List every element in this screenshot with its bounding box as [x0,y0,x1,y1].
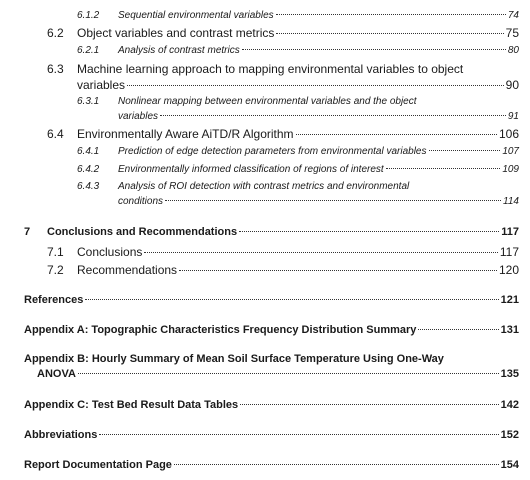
page-number: 114 [503,196,519,207]
section-title-continued: conditions [118,196,164,207]
toc-entry-references[interactable] [24,294,519,306]
toc-entry-6-4-2[interactable] [77,164,519,175]
toc-entry-7-1[interactable] [47,245,519,259]
toc-entry-appendix-a[interactable] [24,324,519,336]
section-number: 7.1 [47,245,64,259]
toc-entry-abbreviations[interactable] [24,429,519,441]
toc-entry-6-4-3[interactable] [77,181,519,192]
page-number: 152 [500,429,519,441]
page-number: 121 [500,294,519,306]
page-number: 74 [507,10,519,21]
section-title: Machine learning approach to mapping environmental variables to object [77,62,464,76]
chapter-number: 7 [24,226,31,238]
page-number: 131 [500,324,519,336]
section-title: Conclusions [77,245,143,259]
toc-entry-appendix-b[interactable] [24,353,519,365]
page-number: 75 [505,26,519,40]
section-title-continued: variables [77,78,126,92]
toc-entry-6-3[interactable] [47,62,519,76]
page-number: 106 [498,127,519,141]
dot-leader [78,373,499,374]
dot-leader [418,329,498,330]
toc-entry-6-4-3-continuation[interactable] [118,196,519,207]
section-number: 6.4.1 [77,146,100,157]
section-title: Environmentally Aware AiTD/R Algorithm [77,127,294,141]
dot-leader [179,270,497,271]
section-number: 7.2 [47,263,64,277]
dot-leader [165,200,501,201]
dot-leader [242,49,506,50]
dot-leader [160,115,506,116]
section-number: 6.4.2 [77,164,100,175]
section-number: 6.2 [47,26,64,40]
page-number: 120 [498,263,519,277]
dot-leader [276,33,503,34]
entry-title-continued: ANOVA [37,368,76,380]
section-number: 6.2.1 [77,45,100,56]
section-title: Analysis of contrast metrics [118,45,240,56]
page-number: 80 [507,45,519,56]
toc-entry-appendix-c[interactable] [24,399,519,411]
page-number: 117 [499,245,519,259]
section-number: 6.3.1 [77,96,100,107]
toc-entry-appendix-b-continuation[interactable] [37,368,519,380]
toc-entry-6-1-2[interactable] [77,10,519,21]
entry-title: Report Documentation Page [24,459,172,471]
section-title: Object variables and contrast metrics [77,26,275,40]
page-number: 90 [505,78,519,92]
dot-leader [85,299,498,300]
section-title: Prediction of edge detection parameters from environmental variables [118,146,427,157]
dot-leader [239,231,499,232]
toc-entry-6-3-continuation[interactable] [77,78,519,92]
toc-entry-7[interactable] [24,226,519,238]
toc-entry-7-2[interactable] [47,263,519,277]
entry-title: Appendix A: Topographic Characteristics Frequency Distribution Summary [24,324,417,336]
dot-leader [127,85,504,86]
section-number: 6.3 [47,62,64,76]
toc-entry-report-documentation-page[interactable] [24,459,519,471]
entry-title: Abbreviations [24,429,98,441]
toc-entry-6-3-1[interactable] [77,96,519,107]
section-number: 6.4.3 [77,181,100,192]
toc-entry-6-2[interactable] [47,26,519,40]
page-number: 154 [500,459,519,471]
page-number: 107 [502,146,519,157]
dot-leader [276,14,506,15]
dot-leader [99,434,498,435]
page-number: 135 [500,368,519,380]
section-title: Analysis of ROI detection with contrast metrics and environmental [118,181,410,192]
section-title: Recommendations [77,263,178,277]
section-title-continued: variables [118,111,159,122]
page-number: 91 [507,111,519,122]
dot-leader [174,464,499,465]
page-number: 142 [500,399,519,411]
toc-entry-6-2-1[interactable] [77,45,519,56]
entry-title: Appendix B: Hourly Summary of Mean Soil Surface Temperature Using One-Way [24,353,444,365]
page-number: 109 [502,164,519,175]
section-title: Sequential environmental variables [118,10,274,21]
dot-leader [240,404,499,405]
toc-entry-6-4[interactable] [47,127,519,141]
chapter-title: Conclusions and Recommendations [47,226,238,238]
toc-entry-6-3-1-continuation[interactable] [118,111,519,122]
dot-leader [144,252,497,253]
toc-entry-6-4-1[interactable] [77,146,519,157]
page-number: 117 [501,226,519,238]
entry-title: Appendix C: Test Bed Result Data Tables [24,399,239,411]
entry-title: References [24,294,84,306]
section-number: 6.4 [47,127,64,141]
dot-leader [429,150,501,151]
section-title: Environmentally informed classification of regions of interest [118,164,384,175]
dot-leader [296,134,497,135]
section-title: Nonlinear mapping between environmental variables and the object [118,96,417,107]
section-number: 6.1.2 [77,10,100,21]
dot-leader [386,168,501,169]
